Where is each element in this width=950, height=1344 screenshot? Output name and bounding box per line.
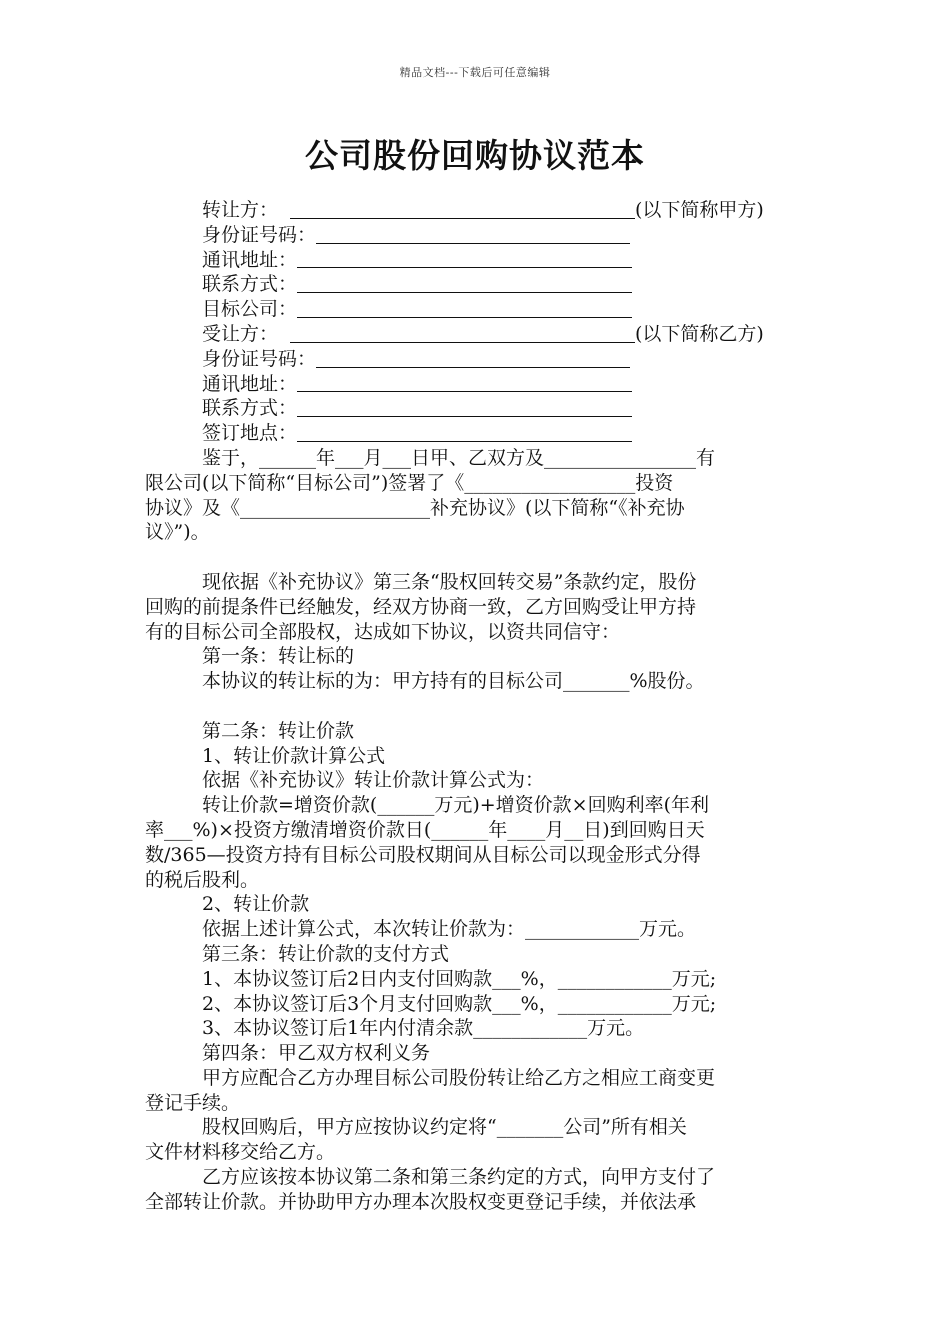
intro-line-1: 现依据《补充协议》第三条“股权回转交易”条款约定，股份 [202,570,697,593]
obligation-c-line-1: 乙方应该按本协议第二条和第三条约定的方式，向甲方支付了 [202,1166,716,1189]
contact2-row [145,396,810,421]
article-1-text: 本协议的转让标的为：甲方持有的目标公司_______%股份。 [202,670,705,693]
obligation-a-line-1: 甲方应配合乙方办理目标公司股份转让给乙方之相应工商变更 [202,1066,716,1089]
article-2-section-2: 2、转让价款 [202,893,310,916]
formula-line-2: 率___%)×投资方缴清增资价款日(______年____月__日)到回购日天 [145,818,705,841]
article-3-heading: 第三条：转让价款的支付方式 [202,942,450,965]
transferee-blank[interactable] [290,324,635,343]
article-2-price: 依据上述计算公式，本次转让价款为：____________万元。 [202,918,697,941]
article-2-section-1: 1、转让价款计算公式 [202,744,386,767]
recital-line-4: 议》”)。 [145,521,210,544]
address2-blank[interactable] [297,373,632,392]
transferee-suffix: (以下简称乙方) [635,322,764,345]
article-4-heading: 第四条：甲乙双方权利义务 [202,1042,431,1065]
recital-line-2: 限公司(以下简称“目标公司”)签署了《__________________投资 [145,471,674,494]
obligation-b-line-1: 股权回购后，甲方应按协议约定将“_______公司”所有相关 [202,1116,687,1139]
payment-item-3: 3、本协议签订后1年内付清余款____________万元。 [202,1017,645,1040]
transferor-suffix: (以下简称甲方) [635,199,764,221]
id-blank[interactable] [316,225,630,244]
id2-label: 身份证号码： [202,347,317,370]
address-row [145,248,810,273]
address2-label: 通讯地址： [202,372,298,395]
spacer [145,694,810,719]
target-company-label: 目标公司： [202,298,298,321]
id2-blank[interactable] [316,349,630,368]
formula-line-3: 数/365—投资方持有目标公司股权期间从目标公司以现金形式分得 [145,843,701,866]
address-label: 通讯地址： [202,248,298,271]
target-company-row [145,297,810,322]
intro-line-2: 回购的前提条件已经触发，经双方协商一致，乙方回购受让甲方持 [145,595,697,618]
sign-place-row [145,421,810,446]
document-body [145,198,810,1215]
obligation-a-line-2: 登记手续。 [145,1091,241,1114]
payment-item-2: 2、本协议签订后3个月支付回购款___%，____________万元; [202,992,717,1015]
address-blank[interactable] [297,249,632,268]
recital-line-3: 协议》及《____________________补充协议》(以下简称“《补充协 [145,496,685,519]
recital-line-1: 鉴于，______年___月___日甲、乙双方及________________有 [202,446,716,469]
contact2-blank[interactable] [297,398,632,417]
contact-blank[interactable] [297,274,632,293]
obligation-c-line-2: 全部转让价款。并协助甲方办理本次股权变更登记手续，并依法承 [145,1190,697,1213]
target-company-blank[interactable] [297,299,632,318]
payment-item-1: 1、本协议签订后2日内支付回购款___%，____________万元; [202,967,717,990]
formula-line-4: 的税后股利。 [145,868,260,891]
header-note: 精品文档---下载后可任意编辑 [399,66,551,79]
contact-label: 联系方式： [202,273,298,296]
intro-line-3: 有的目标公司全部股权，达成如下协议，以资共同信守： [145,620,621,643]
formula-line-1: 转让价款=增资价款(______万元)+增资价款×回购利率(年利 [202,794,709,817]
contact-row [145,272,810,297]
transferor-row [145,198,810,223]
obligation-b-line-2: 文件材料移交给乙方。 [145,1141,336,1164]
article-2-heading: 第二条：转让价款 [202,719,355,742]
sign-place-blank[interactable] [297,423,632,442]
transferee-label: 受让方： [202,322,279,345]
transferor-label: 转让方： [202,199,279,221]
document-title: 公司股份回购协议范本 [305,136,645,175]
id2-row [145,347,810,372]
sign-place-label: 签订地点： [202,422,298,445]
transferor-blank[interactable] [290,200,635,219]
id-row [145,223,810,248]
id-label: 身份证号码： [202,223,317,246]
contact2-label: 联系方式： [202,397,298,420]
transferee-row [145,322,810,347]
article-2-basis: 依据《补充协议》转让价款计算公式为： [202,769,545,792]
article-1-heading: 第一条：转让标的 [202,645,355,668]
spacer [145,545,810,570]
address2-row [145,372,810,397]
